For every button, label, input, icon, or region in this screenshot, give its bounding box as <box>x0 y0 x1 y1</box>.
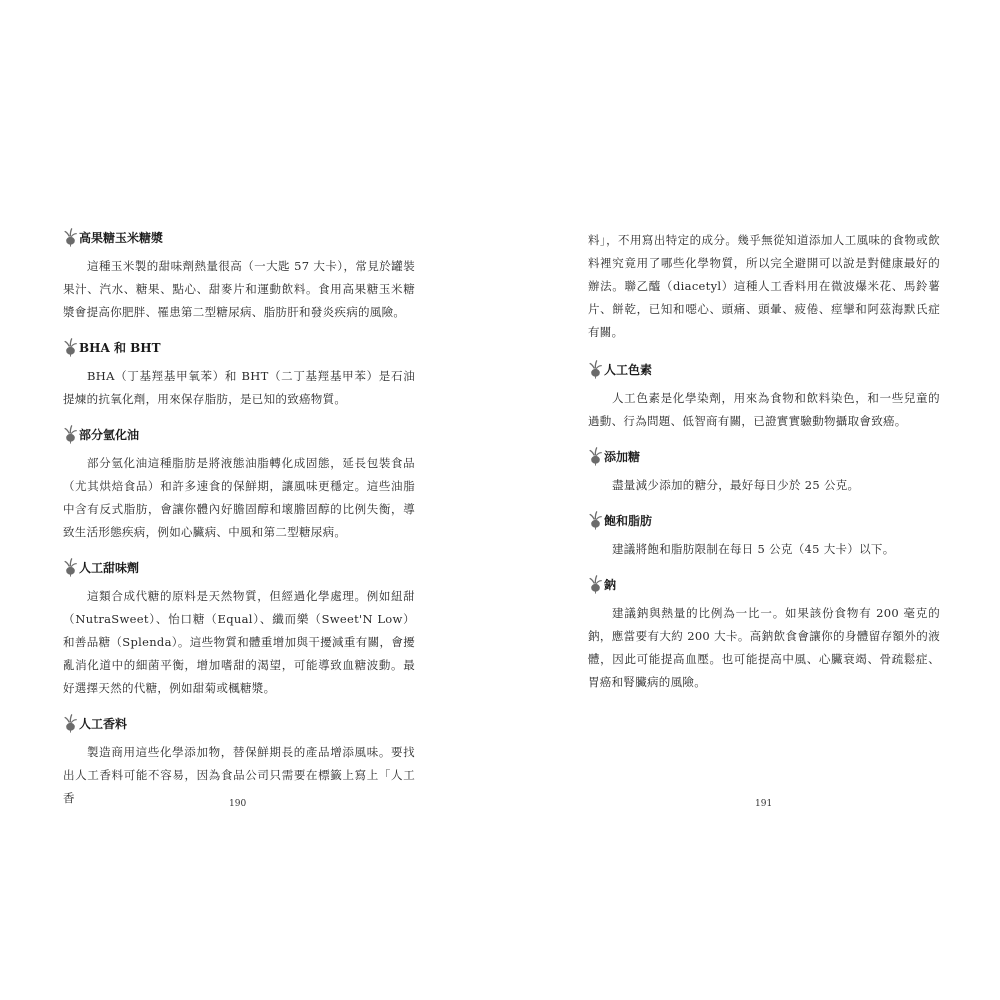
section-artificial-flavors <box>63 712 415 810</box>
section-title: BHA 和 BHT <box>79 340 161 355</box>
section-title: 鈉 <box>604 577 617 592</box>
section-heading <box>63 712 415 734</box>
section-body: 人工色素是化學染劑，用來為食物和飲料染色，和一些兒童的過動、行為問題、低智商有關，已證實實驗動物攝取會致癌。 <box>588 391 940 428</box>
left-page <box>63 226 415 822</box>
section-body: 製造商用這些化學添加物，替保鮮期長的產品增添風味。要找出人工香料可能不容易，因為食品公司只需要在標籤上寫上「人工香 <box>63 745 415 805</box>
section-hydrogenated-oil <box>63 423 415 544</box>
section-body: 建議將飽和脂肪限制在每日 5 公克（45 大卡）以下。 <box>612 542 895 556</box>
section-heading <box>588 358 940 380</box>
section-body: 這種玉米製的甜味劑熱量很高（一大匙 57 大卡），常見於罐裝果汁、汽水、糖果、點心、甜麥片和運動飲料。食用高果糖玉米糖漿會提高你肥胖、罹患第二型糖尿病、脂肪肝和發炎疾病的風險。 <box>63 259 415 319</box>
right-page <box>588 226 940 706</box>
section-heading <box>63 336 415 358</box>
section-body: 盡量減少添加的糖分，最好每日少於 25 公克。 <box>612 478 860 492</box>
section-title: 高果糖玉米糖漿 <box>79 230 164 245</box>
section-title: 部分氫化油 <box>79 427 140 442</box>
section-artificial-colors <box>588 358 940 433</box>
beet-icon <box>63 337 78 357</box>
section-title: 人工色素 <box>604 362 653 377</box>
section-added-sugar <box>588 445 940 497</box>
section-artificial-sweeteners <box>63 556 415 700</box>
beet-icon <box>588 446 603 466</box>
section-heading <box>588 573 940 595</box>
section-hfcs <box>63 226 415 324</box>
section-body: BHA（丁基羥基甲氧苯）和 BHT（二丁基羥基甲苯）是石油提煉的抗氧化劑，用來保存脂肪，是已知的致癌物質。 <box>63 369 415 406</box>
page-number-right: 191 <box>755 799 773 809</box>
page-number-left: 190 <box>229 799 247 809</box>
beet-icon <box>63 713 78 733</box>
beet-icon <box>63 227 78 247</box>
section-bha-bht <box>63 336 415 411</box>
beet-icon <box>588 510 603 530</box>
section-heading <box>588 445 940 467</box>
section-body: 這類合成代糖的原料是天然物質，但經過化學處理。例如紐甜（NutraSweet）、怡口糖（Equal）、纖而樂（Sweet'N Low）和善品糖（Splenda）。這些物質和體重增加與干擾減重有關，會擾亂消化道中的細菌平衡，增加嗜甜的渴望，可能導致血糖波動。最好選擇天然的代糖，例如甜菊或楓糖漿。 <box>63 589 415 695</box>
section-sodium <box>588 573 940 694</box>
section-title: 添加糖 <box>604 449 641 464</box>
beet-icon <box>588 574 603 594</box>
section-title: 人工香料 <box>79 716 128 731</box>
beet-icon <box>63 424 78 444</box>
beet-icon <box>63 557 78 577</box>
section-title: 人工甜味劑 <box>79 560 140 575</box>
section-heading <box>588 509 940 531</box>
continuation-text: 料」，不用寫出特定的成分。幾乎無從知道添加人工風味的食物或飲料裡究竟用了哪些化學物質，所以完全避開可以說是對健康最好的辦法。聯乙醯（diacetyl）這種人工香料用在微波爆米花、馬鈴薯片、餅乾，已知和噁心、頭痛、頭暈、疲倦、痙攣和阿茲海默氏症有關。 <box>588 233 940 339</box>
section-heading <box>63 556 415 578</box>
section-heading <box>63 423 415 445</box>
section-heading <box>63 226 415 248</box>
section-saturated-fat <box>588 509 940 561</box>
section-title: 飽和脂肪 <box>604 513 653 528</box>
section-body: 部分氫化油這種脂肪是將液態油脂轉化成固態，延長包裝食品（尤其烘焙食品）和許多速食的保鮮期，讓風味更穩定。這些油脂中含有反式脂肪，會讓你體內好膽固醇和壞膽固醇的比例失衡，導致生活形態疾病，例如心臟病、中風和第二型糖尿病。 <box>63 456 415 539</box>
section-body: 建議鈉與熱量的比例為一比一。如果該份食物有 200 毫克的鈉，應當要有大約 200 大卡。高鈉飲食會讓你的身體留存額外的液體，因此可能提高血壓。也可能提高中風、心臟衰竭、骨疏鬆症、胃癌和腎臟病的風險。 <box>588 606 940 689</box>
beet-icon <box>588 359 603 379</box>
